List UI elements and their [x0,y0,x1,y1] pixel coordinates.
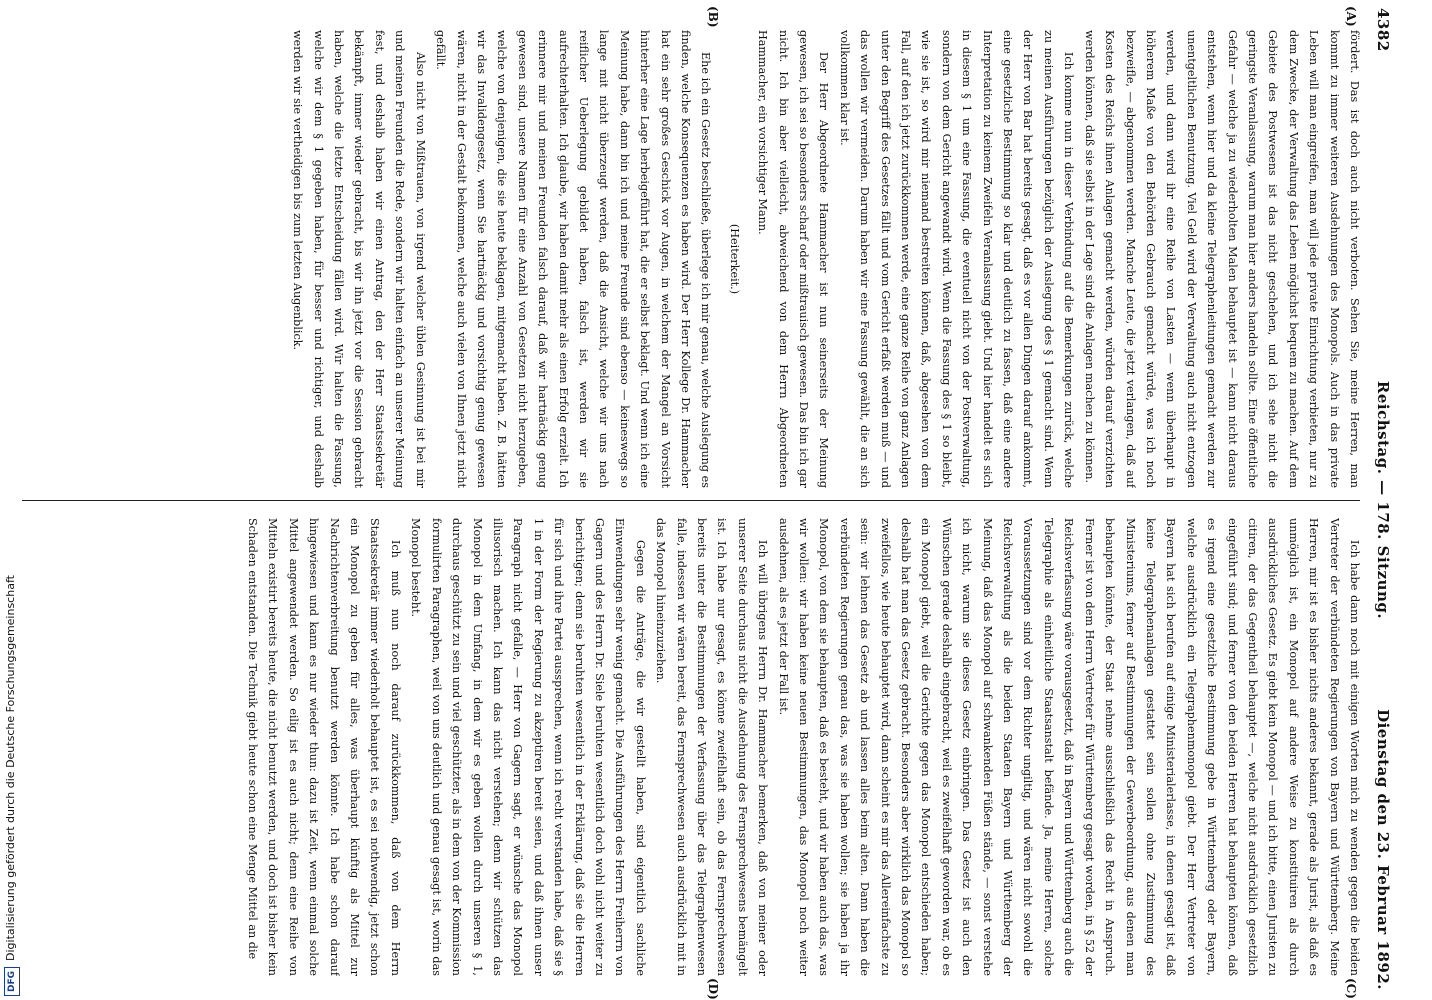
margin-marker-a: (A) [1344,6,1358,27]
paragraph: Der Herr Abgeordnete Hammacher ist nun seinerseits der Meinung gewesen, ich sei so besonders scharf oder mißtrauisch gewesen. Das bin ich gar nicht. Ich bin aber vielleicht, abweichend von dem Herrn Abgeordneten Hammacher, ein vorsichtiger Mann. [756,30,831,488]
left-text-column [14,30,1364,488]
page-number: 4382 [1374,8,1392,52]
paragraph: Gegen die Anträge, die wir gestellt haben, sind eigentlich sachliche Einwendungen sehr wenig gemacht. Die Ausführungen des Herrn Freiherrn von Gagern und des Herrn Dr. Siele beruhten wesentlich doch wohl nicht weiter zu berichtigen; denn sie beruhten wesentlich in der Erklärung, daß sie die Herren für sich und ihre Partei aussprechen, wenn ich recht verstanden habe, daß sie § 1 in der Form der Regierung zu akzeptiren bereit seien, und daß ihnen unser Paragraph nicht gefalle, — Herr von Gagern sagt, er wünsche das Monopol illusorisch machen. Ich kann das nicht verstehen; denn wir schützen das Monopol in dem Umfang, in dem wir es geben wollen durch unseren § 1, durchaus geschützt zu sein und viel geschützter, als in dem von der Kommission formulirten Paragraphen, weil von uns deutlich und genau gesagt ist, worin das Monopol besteht. [409,518,647,976]
paragraph: fördert. Das ist doch auch nicht verboten. Sehen Sie, meine Herren, man kommt zu immer weiteren Ausdehnungen des Monopols. Auch in das private Leben will man eingreifen, man will jede private Einrichtung verbieten, nur zu dem Zwecke, der Verwaltung das Leben möglichst bequem zu machen. Auf dem Gebiete des Postwesens ist das nicht geschehen, und ich sehe nicht die geringste Veranlassung, warum man hier anders handeln sollte. Eine öffentliche Gefahr — welche ja zu wiederholten Malen behauptet ist — kann nicht daraus entstehen, wenn hier und da kleine Telegraphenleitungen gemacht werden zur unentgeltlichen Benutzung. Viel Geld wird der Verwaltung auch nicht entzogen werden, und dann wird ihr eine Reihe von Lasten — wenn überhaupt in höherem Maße von den Behörden Gebrauch gemacht würde, was ich noch bezweifle, — abgenommen werden. Manche Leute, die jetzt verlangen, daß auf Kosten des Reichs ihnen Anlagen gemacht werden, würden darauf verzichten werden können, daß sie selbst in der Lage sind die Anlagen machen zu können. [1082,30,1361,488]
paragraph: Ehe ich ein Gesetz beschließe, überlege ich mir genau, welche Auslegung es finden, welche Konsequenzen es haben wird. Der Herr Kollege Dr. Hammacher hat ein sehr großes Geschick vor Augen, in welchem der Mangel an Vorsicht hinterher eine Lage herbeigeführt hat, die er selbst beklagt. Und wenn ich eine Meinung habe, dann bin ich und meine Freunde sind ebenso — keineswegs so lange mit nicht überzeugt werden, daß die Ansicht, welche wir uns nach reiflicher Ueberlegung gebildet haben, falsch ist, werden wir sie aufrechterhalten. Ich glaube, wir haben damit mehr als einen Erfolg erzielt. Ich erinnere mir und meinen Freunden falsch darauf, daß wir hartnäckig genug gewesen sind, unsere Namen für eine Anzahl von Gesetzen nicht herzugeben, welche von denjenigen, die sie heute beklagen, mitgemacht haben. Z. B. hätten wir das Invalidengesetz, wenn Sie hartnäckig und vorsichtig genug gewesen wären, nicht in der Gestalt bekommen, welche auch vielen von Ihnen jetzt nicht gefällt. [434,30,713,488]
paragraph: Ich will übrigens Herrn Dr. Hammacher bemerken, daß von meiner oder unserer Seite durchaus nicht die Ausdehnung des Fernsprechwesens bemängelt ist. Ich habe nur gesagt, es könne zweifelhaft sein, ob das Fernsprechwesen bereits unter die Bestimmungen der Verfassung über das Telegraphenwesen falle, indessen wir wären bereit, das Fernsprechwesen auch ausdrücklich mit in das Monopol hineinzuziehen. [654,518,770,976]
paragraph: Ich habe dann noch mit einigen Worten mich zu wenden gegen die beiden Vertreter der verbündeten Regierungen von Bayern und Württemberg. Meine Herren, mir ist es bisher nichts anderes bekannt, gerade als Jurist, als daß es unmöglich ist, ein Monopol auf andere Weise zu konstituiren als durch ausdrückliches Gesetz. Es giebt kein Monopol — und ich bitte, einen Juristen zu citiren, der das Gegentheil behauptet —, welche nicht ausdrücklich gesetzlich eingeführt sind; und ferner von den beiden Herren hat behaupten können, daß es irgend eine gesetzliche Bestimmung gebe in Württemberg oder Bayern, welche ausdrücklich ein Telegraphenmonopol giebt. Der Herr Vertreter von Bayern hat sich berufen auf einige Ministerialerlasse, in denen gesagt ist, daß keine Telegraphenanlagen gestattet sein sollen ohne Zustimmung des Ministeriums, ferner auf Bestimmungen der Gewerbeordnung, aus denen man behaupten könnte, der Staat nehme ausschließlich das Recht in Anspruch. Ferner ist von dem Herrn Vertreter für Württemberg gesagt worden, in § 52 der Reichsverfassung wäre vorausgesetzt, daß in Bayern und Württemberg auch die Telegraphie als einheitliche Staatsanstalt befände. Ja, meine Herren, solche Voraussetzungen sind vor dem Richter ungiltig, und wären nicht sowohl die Reichsverwaltung als die beiden Staaten Bayern und Württemberg der Meinung, daß das Monopol auf schwankenden Füßen stände, — sonst verstehe ich nicht, warum sie dieses Gesetz einbringen. Das Gesetz ist auch den Wünschen gerade deshalb eingebracht, weil es zweifelhaft geworden war, ob es ein Monopol giebt, weil die Gerichte gegen das Monopol entschieden haben; deshalb hat man das Gesetz gebracht. Besonders aber wirklich das Monopol so zweifellos, wie heute behauptet wird, dann scheint es mir das Allereinfachste zu sein: wir lehnen das Gesetz ab und lassen alles beim alten. Dann haben die verbündeten Regierungen genau das, was sie haben wollen; sie haben ja ihr Monopol, von dem sie behaupten, daß es besteht, und wir haben auch das, was wir wollen: wir haben keine neuen Bestimmungen, das Monopol noch weiter ausdehnen, als es jetzt der Fall ist. [776,518,1361,976]
paragraph: Ich muß nun noch darauf zurückkommen, daß von dem Herrn Staatssekretär immer wiederholt behauptet ist, es sei nothwendig, jetzt schon ein Monopol zu geben für alles, was überhaupt künftig als Mittel zur Nachrichtenverbreitung benutzt werden könnte. Ich habe schon darauf hingewiesen und kann es nur wieder thun: dazu ist Zeit, wenn einmal solche Mittel angewendet werden. So eilig ist es auch nicht; denn eine Reihe von Mitteln existirt bereits heute, die nicht benutzt werden, und doch ist bisher kein Schaden entstanden. Die Technik giebt heute schon eine Menge Mittel an die [246,518,402,976]
margin-marker-d: (D) [706,978,720,1000]
session-date: Dienstag den 23. Februar 1892. [1374,709,1392,990]
page-header [1364,0,1400,1000]
paragraph: Also nicht von Mißtrauen, von irgend welcher üblen Gesinnung ist bei mir und meinen Freunden die Rede, sondern wir halten einfach an unserer Meinung fest, und deshalb haben wir einen Antrag, den der Herr Staatssekretär bekämpft, immer wieder gebracht, bis wir ihn jetzt vor die Session gebracht haben, welche die letzte Entscheidung fällen wird. Wir halten die Fassung, welche wir dem § 1 gegeben haben, für besser und richtiger, und deshalb werden wir sie vertheidigen bis zum letzten Augenblick. [291,30,427,488]
session-title: Reichstag. — 178. Sitzung. [1374,380,1392,620]
digitization-credit [0,0,22,1000]
right-text-column [14,518,1364,976]
margin-marker-c: (C) [1344,978,1358,999]
dfg-logo: DFG [4,967,20,996]
margin-marker-b: (B) [706,6,720,28]
footer-strip [0,0,22,1000]
column-divider [20,500,1360,501]
credit-text: Digitalisierung gefördert durch die Deutsche Forschungsgemeinschaft [4,575,17,961]
paragraph: Ich komme nun in dieser Verbindung auf die Bemerkungen zurück, welche zu meinen Ausführungen bezüglich der Auslegung des § 1 gemacht sind. Wenn der Herr von Bar hat bereits gesagt, daß es vor allen Dingen darauf ankommt, eine gesetzliche Bestimmung so klar und deutlich zu fassen, daß eine andere Interpretation zu keinem Zweifeln Veranlassung giebt. Und hier handelt es sich in diesem § 1 um eine Fassung, die eventuell nicht von der Postverwaltung, sondern von dem Gericht angewandt wird. Wenn die Fassung des § 1 so bleibt, wie sie ist, so wird mir niemand bestreiten können, daß, abgesehen von dem Fall, auf den ich jetzt zurückkommen werde, eine ganze Reihe von ganz Anlagen unter den Begriff des Gesetzes fällt und vom Gericht erfaßt werden muß — und das wollen wir vermeiden. Darum haben wir eine Fassung gewählt, die an sich vollkommen klar ist. [837,30,1076,488]
interjection: (Heiterkeit.) [727,223,741,295]
